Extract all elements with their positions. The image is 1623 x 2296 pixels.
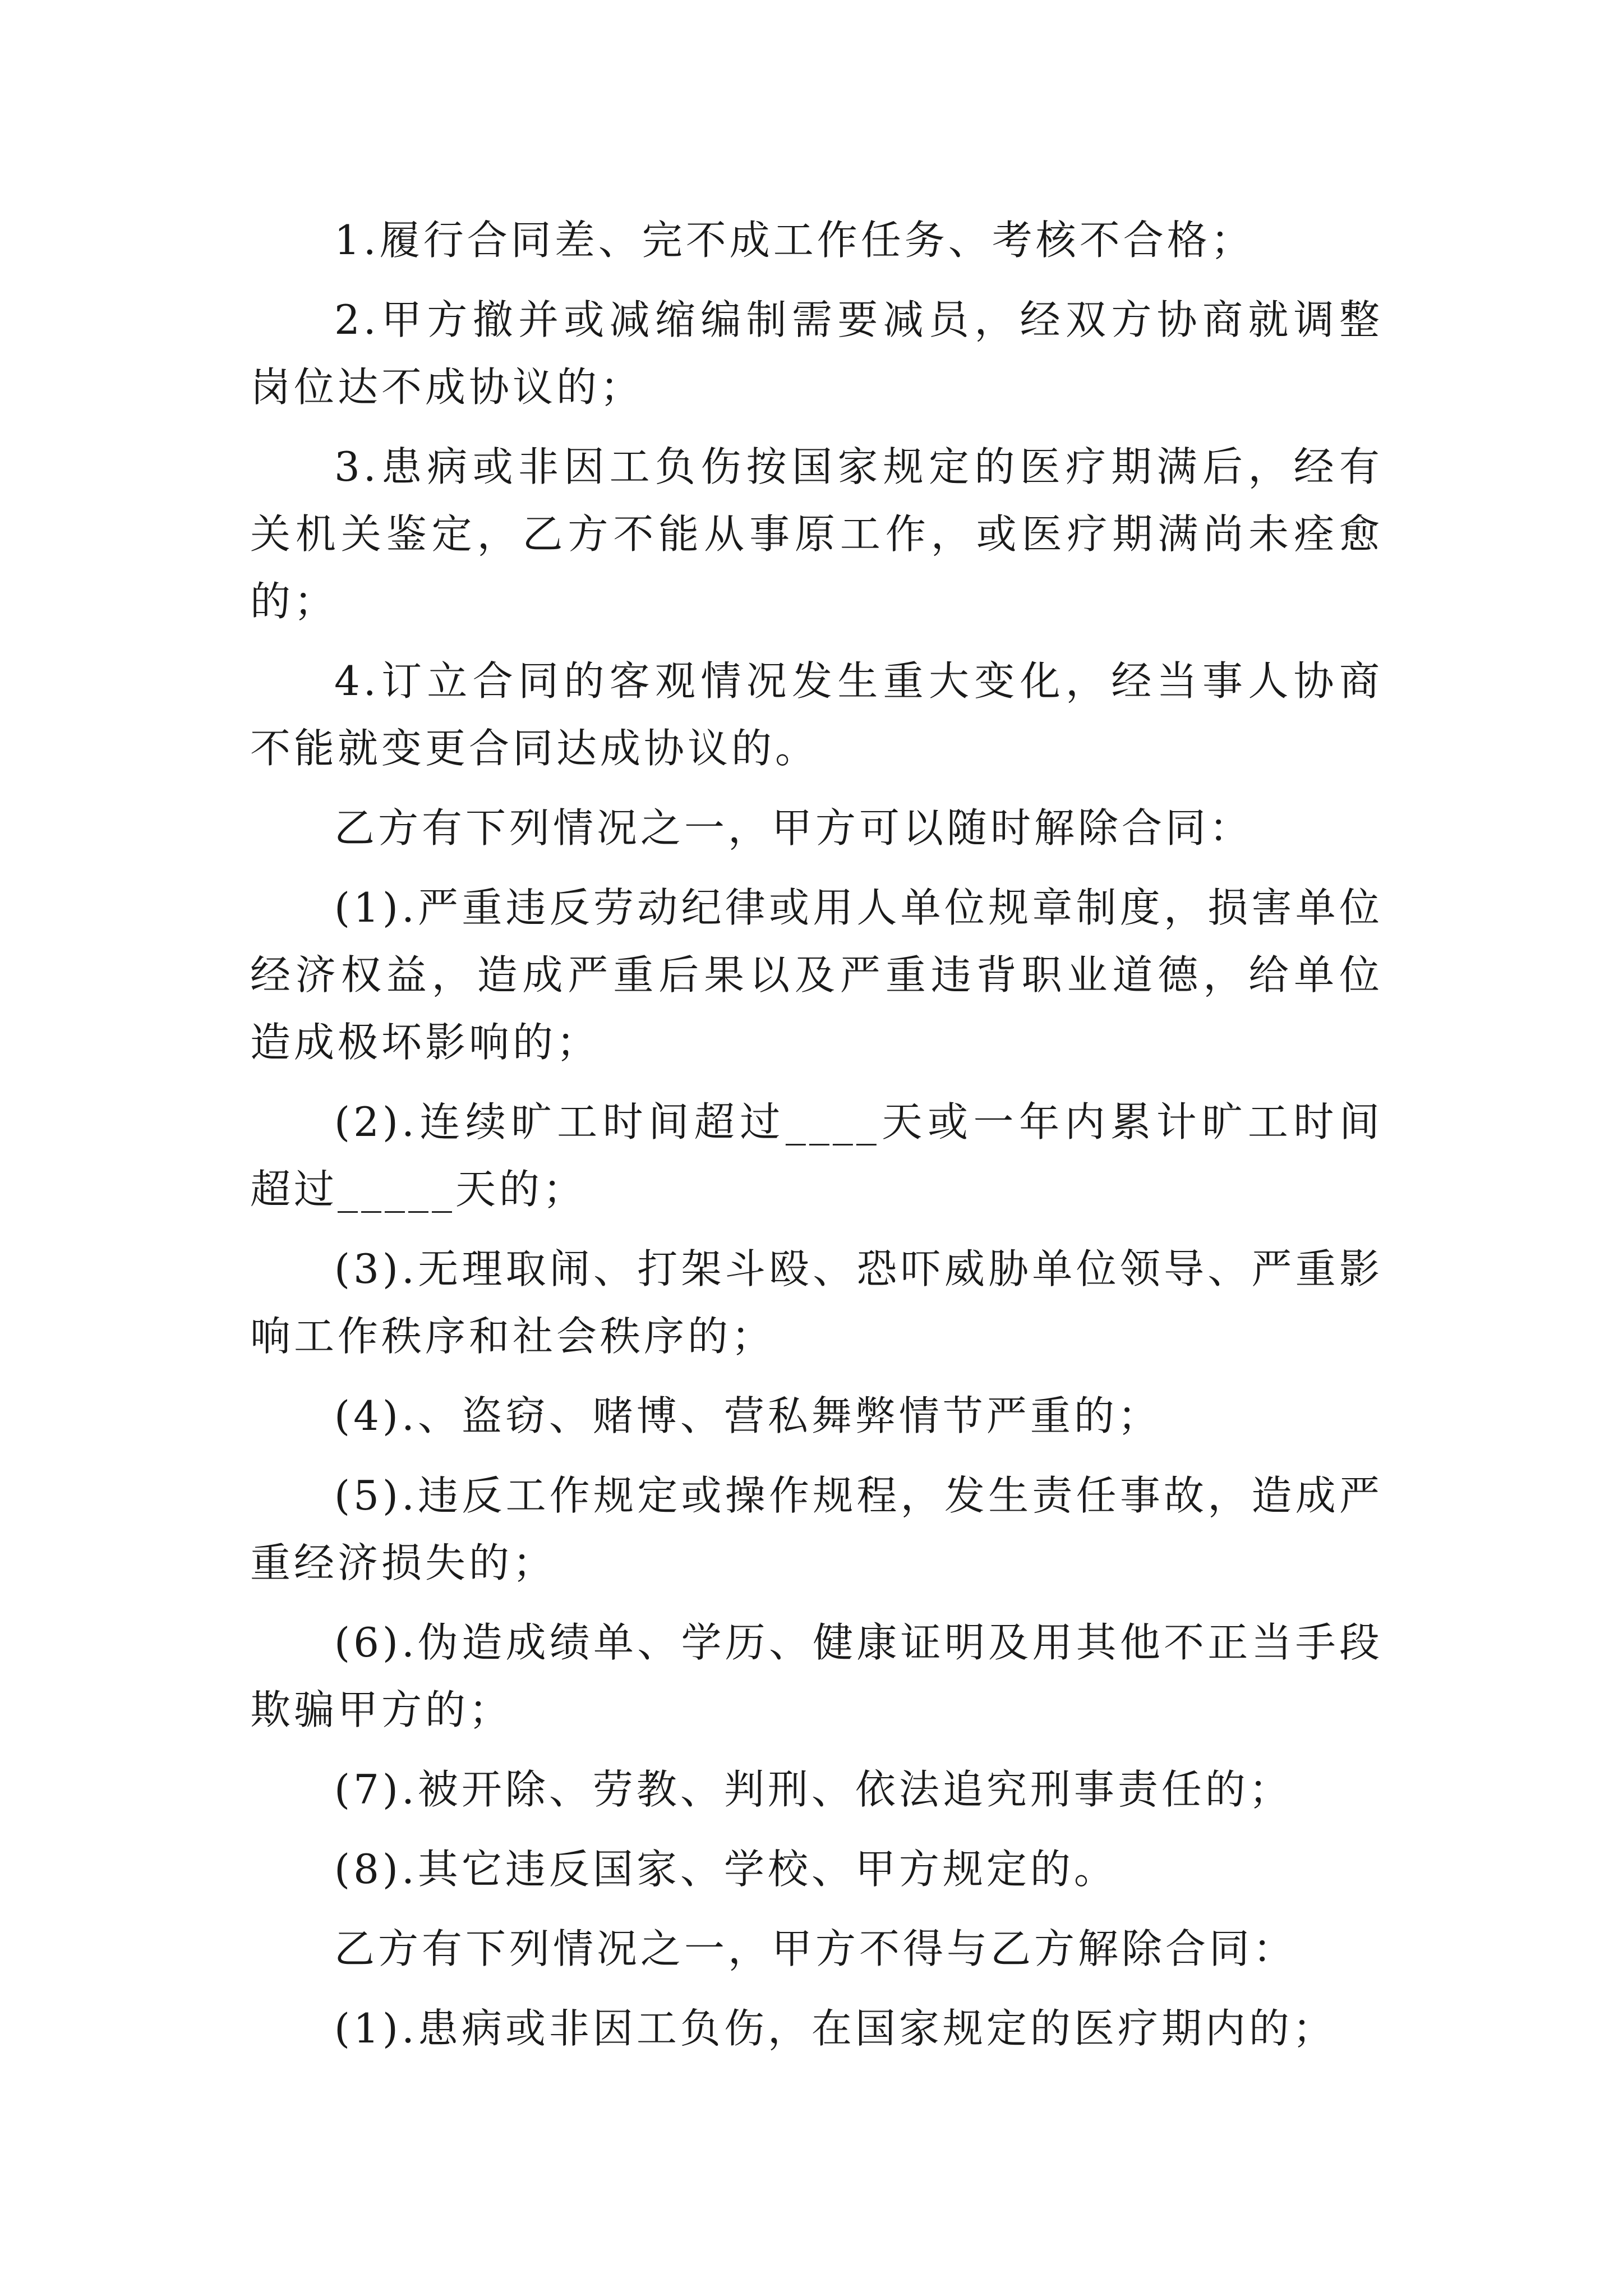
clause-3: 3.患病或非因工负伤按国家规定的医疗期满后，经有关机关鉴定，乙方不能从事原工作，或医疗期满尚未痊愈的； <box>250 443 1383 625</box>
clause-2: 2.甲方撤并或减缩编制需要减员，经双方协商就调整岗位达不成协议的； <box>250 296 1383 411</box>
item-1-discipline: (1).严重违反劳动纪律或用人单位规章制度，损害单位经济权益，造成严重后果以及严重违背职业道德，给单位造成极坏影响的； <box>250 884 1383 1066</box>
section-heading-no-termination: 乙方有下列情况之一，甲方不得与乙方解除合同： <box>334 1925 1297 1972</box>
document-body <box>250 206 1383 2062</box>
section-heading-immediate-termination: 乙方有下列情况之一，甲方可以随时解除合同： <box>334 804 1253 852</box>
no-termination-item-1: (1).患病或非因工负伤，在国家规定的医疗期内的； <box>334 2005 1336 2052</box>
item-6-forgery: (6).伪造成绩单、学历、健康证明及用其他不正当手段欺骗甲方的； <box>250 1619 1383 1733</box>
item-5-violation: (5).违反工作规定或操作规程，发生责任事故，造成严重经济损失的； <box>250 1472 1383 1586</box>
clause-4: 4.订立合同的客观情况发生重大变化，经当事人协商不能就变更合同达成协议的。 <box>250 657 1383 772</box>
item-2-absence: (2).连续旷工时间超过____天或一年内累计旷工时间超过_____天的； <box>250 1098 1383 1213</box>
clause-1: 1.履行合同差、完不成工作任务、考核不合格； <box>334 217 1255 264</box>
item-3-disorder: (3).无理取闹、打架斗殴、恐吓威胁单位领导、严重影响工作秩序和社会秩序的； <box>250 1245 1383 1360</box>
item-4-theft: (4).、盗窃、赌博、营私舞弊情节严重的； <box>334 1392 1161 1439</box>
item-7-dismissal: (7).被开除、劳教、判刑、依法追究刑事责任的； <box>334 1766 1293 1813</box>
item-8-other: (8).其它违反国家、学校、甲方规定的。 <box>334 1846 1118 1893</box>
